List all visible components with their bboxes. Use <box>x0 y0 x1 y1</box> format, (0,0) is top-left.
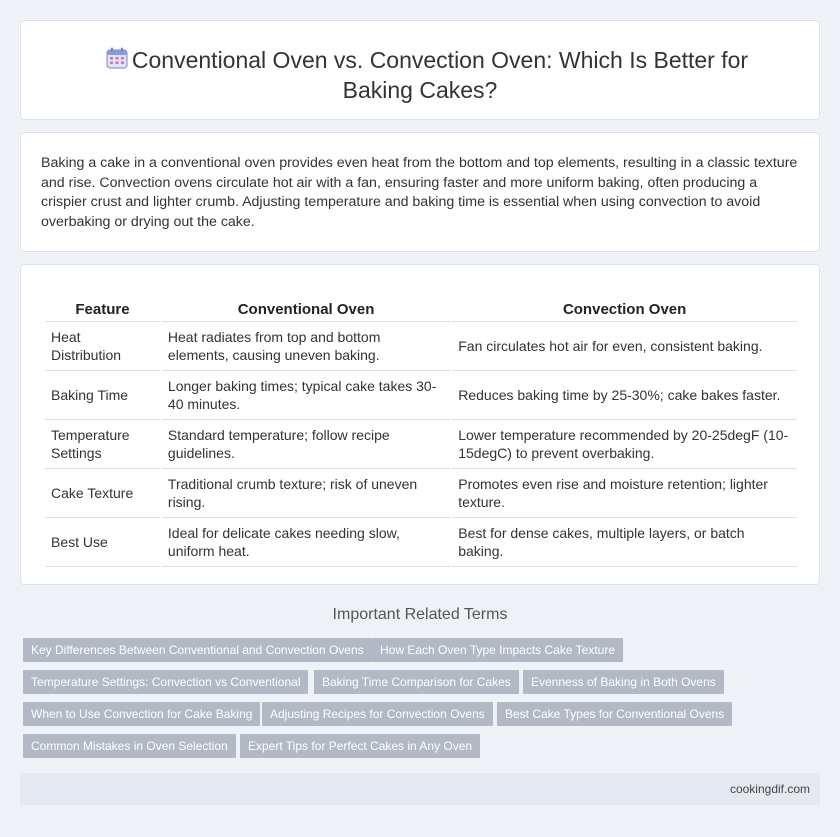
related-tag[interactable]: Temperature Settings: Convection vs Conventional <box>23 670 308 694</box>
table-row <box>45 322 797 371</box>
table-row <box>45 371 797 420</box>
feature-cell: Heat Distribution <box>45 322 160 371</box>
convection-cell: Promotes even rise and moisture retention; lighter texture. <box>452 469 797 518</box>
related-tag[interactable]: Key Differences Between Conventional and Convection Ovens <box>23 638 372 662</box>
page-title-line-1: Conventional Oven vs. Convection Oven: Which Is Better for <box>131 47 749 73</box>
related-tag[interactable]: Expert Tips for Perfect Cakes in Any Oven <box>240 734 480 758</box>
feature-cell: Best Use <box>45 518 160 567</box>
table-row <box>45 469 797 518</box>
comparison-card <box>20 264 820 585</box>
related-tag[interactable]: Common Mistakes in Oven Selection <box>23 734 236 758</box>
related-tag[interactable]: When to Use Convection for Cake Baking <box>23 702 260 726</box>
related-tag[interactable]: Baking Time Comparison for Cakes <box>314 670 519 694</box>
page-title <box>21 45 819 105</box>
header-feature: Feature <box>45 293 160 322</box>
related-tag[interactable]: Evenness of Baking in Both Ovens <box>523 670 724 694</box>
intro-paragraph: Baking a cake in a conventional oven provides even heat from the bottom and top elements, resulting in a classic texture and rise. Convection ovens circulate hot air with a fan, ensuring faster and more uniform baking, often producing a crispier crust and lighter crumb. Adjusting temperature and baking time is essential when using convection to avoid overbaking or drying out the cake. <box>41 155 798 230</box>
convection-cell: Best for dense cakes, multiple layers, or batch baking. <box>452 518 797 567</box>
header-conventional: Conventional Oven <box>162 293 450 322</box>
feature-cell: Cake Texture <box>45 469 160 518</box>
table-header-row <box>45 293 797 322</box>
table-row <box>45 420 797 469</box>
convection-cell: Lower temperature recommended by 20-25degF (10-15degC) to prevent overbaking. <box>452 420 797 469</box>
conventional-cell: Ideal for delicate cakes needing slow, uniform heat. <box>162 518 450 567</box>
conventional-cell: Traditional crumb texture; risk of uneven rising. <box>162 469 450 518</box>
feature-cell: Baking Time <box>45 371 160 420</box>
comparison-table <box>43 293 799 567</box>
related-tag[interactable]: How Each Oven Type Impacts Cake Texture <box>372 638 623 662</box>
related-terms-heading: Important Related Terms <box>332 606 508 623</box>
related-tag[interactable]: Best Cake Types for Conventional Ovens <box>497 702 732 726</box>
intro-card <box>20 132 820 252</box>
footer-site-link[interactable]: cookingdif.com <box>729 782 810 796</box>
conventional-cell: Standard temperature; follow recipe guidelines. <box>162 420 450 469</box>
footer <box>20 773 820 805</box>
conventional-cell: Longer baking times; typical cake takes 30-40 minutes. <box>162 371 450 420</box>
feature-cell: Temperature Settings <box>45 420 160 469</box>
convection-cell: Fan circulates hot air for even, consistent baking. <box>452 322 797 371</box>
page-title-line-2: Baking Cakes? <box>342 77 498 103</box>
related-tag[interactable]: Adjusting Recipes for Convection Ovens <box>262 702 493 726</box>
title-card <box>20 20 820 120</box>
conventional-cell: Heat radiates from top and bottom elements, causing uneven baking. <box>162 322 450 371</box>
table-row <box>45 518 797 567</box>
convection-cell: Reduces baking time by 25-30%; cake bakes faster. <box>452 371 797 420</box>
header-convection: Convection Oven <box>452 293 797 322</box>
